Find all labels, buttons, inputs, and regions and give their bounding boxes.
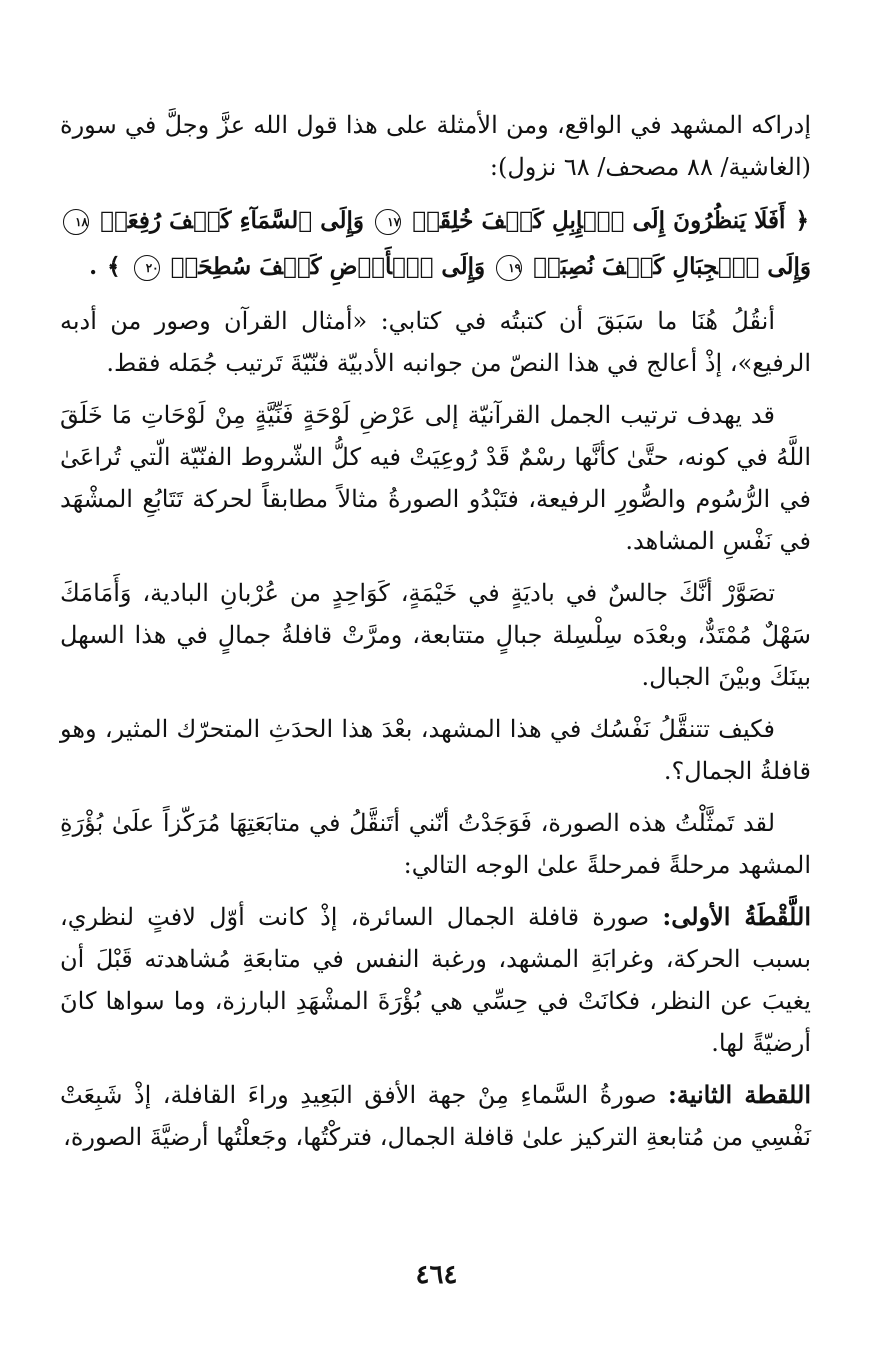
point-two-label: اللقطة الثانية: [668,1080,811,1109]
point-one-label: اللَّقْطَةُ الأولى: [662,902,811,931]
verse-20-text: وَإِلَى ٱلۡأَرۡضِ كَيۡفَ سُطِحَتۡ [170,253,486,280]
quran-open-bracket: ﴿ [795,207,810,234]
verse-number-18: ١٨ [63,209,89,235]
point-two-text: صورةُ السَّماءِ مِنْ جهة الأفق البَعِيدِ وراءَ القافلة، إذْ شَبِعَتْ نَفْسِي من مُتابعةِ التركيز علىٰ قافلة الجمال، فتركْتُها، وجَعلْتُها أرضيَّةَ الصورة، [60,1081,811,1151]
paragraph-imagine: تصَوَّرْ أنَّكَ جالسٌ في باديَةٍ في خَيْمَةٍ، كَوَاحِدٍ من عُرْبانِ البادية، وَأَمَامَكَ سَهْلٌ مُمْتَدٌّ، وبعْدَه سِلْسِلة جبالٍ متتابعة، ومرَّتْ قافلةُ جمالٍ في هذا السهل بينَكَ وبيْنَ الجبال. [60,579,811,691]
point-one-text: صورة قافلة الجمال السائرة، إذْ كانت أوّل لافتٍ لنظري، بسبب الحركة، وغرابَةِ المشهد، ورغبة النفس في متابعَةِ مُشاهدته قَبْلَ أن يغيبَ عن النظر، فكانَتْ في حِسِّي هي بُؤْرَةَ المشْهَدِ البارزة، وما سواها كانَ أرضيّةً لها. [60,903,811,1057]
page-number: ٤٦٤ [415,1260,458,1290]
verse-number-20: ٢٠ [134,255,160,281]
verse-17-text: أَفَلَا يَنظُرُونَ إِلَى ٱلۡإِبِلِ كَيۡفَ خُلِقَتۡ [412,207,786,234]
verse-number-19: ١٩ [496,255,522,281]
quran-trailing-dot: . [89,253,98,280]
paragraph-quote-source: أنقُلُ هُنَا ما سَبَقَ أن كتبتُه في كتابي: «أمثال القرآن وصور من أدبه الرفيع»، إذْ أعالج في هذا النصّ من جوانبه الأدبيّة فنّيّةَ تَرتيب جُمَله فقط. [60,307,811,377]
quran-close-bracket: ﴾ [107,253,121,280]
verse-18-text: وَإِلَى ٱلسَّمَآءِ كَيۡفَ رُفِعَتۡ [100,207,364,234]
paragraph-stages: لقد تَمثَّلْتُ هذه الصورة، فَوَجَدْتُ أنّني أتَنقَّلُ في متابَعَتِهَا مُرَكّزاً علَىٰ بُؤْرَةِ المشهد مرحلةً فمرحلةً علىٰ الوجه التالي: [60,809,811,879]
verse-19-text: وَإِلَى ٱلۡجِبَالِ كَيۡفَ نُصِبَتۡ [533,253,811,280]
point-one-paragraph [60,896,811,1064]
point-two-paragraph [60,1074,811,1158]
verse-number-17: ١٧ [375,209,401,235]
intro-paragraph: إدراكه المشهد في الواقع، ومن الأمثلة على هذا قول الله عزَّ وجلَّ في سورة (الغاشية/ ٨٨ مصحف/ ٦٨ نزول): [60,111,811,181]
paragraph-question: فكيف تتنقَّلُ نَفْسُك في هذا المشهد، بعْدَ هذا الحدَثِ المتحرّك المثير، وهو قافلةُ الجمال؟. [60,715,811,785]
page-body [60,104,811,1168]
paragraph-arrangement: قد يهدف ترتيب الجمل القرآنيّة إلى عَرْضِ لَوْحَةٍ فَنِّيَّةٍ مِنْ لَوْحَاتِ مَا خَلَقَ اللَّهُ في كونه، حتَّىٰ كأنَّها رسْمٌ قَدْ رُوعِيَتْ فيه كلُّ الشّروط الفنّيّة الّتي تُراعَىٰ في الرُّسُوم والصُّورِ الرفيعة، فتَبْدُو الصورةُ مثالاً مطابقاً لحركة تَتَابُعِ المشْهَد في نَفْسِ المشاهد. [60,401,812,555]
quran-quote [60,198,811,290]
